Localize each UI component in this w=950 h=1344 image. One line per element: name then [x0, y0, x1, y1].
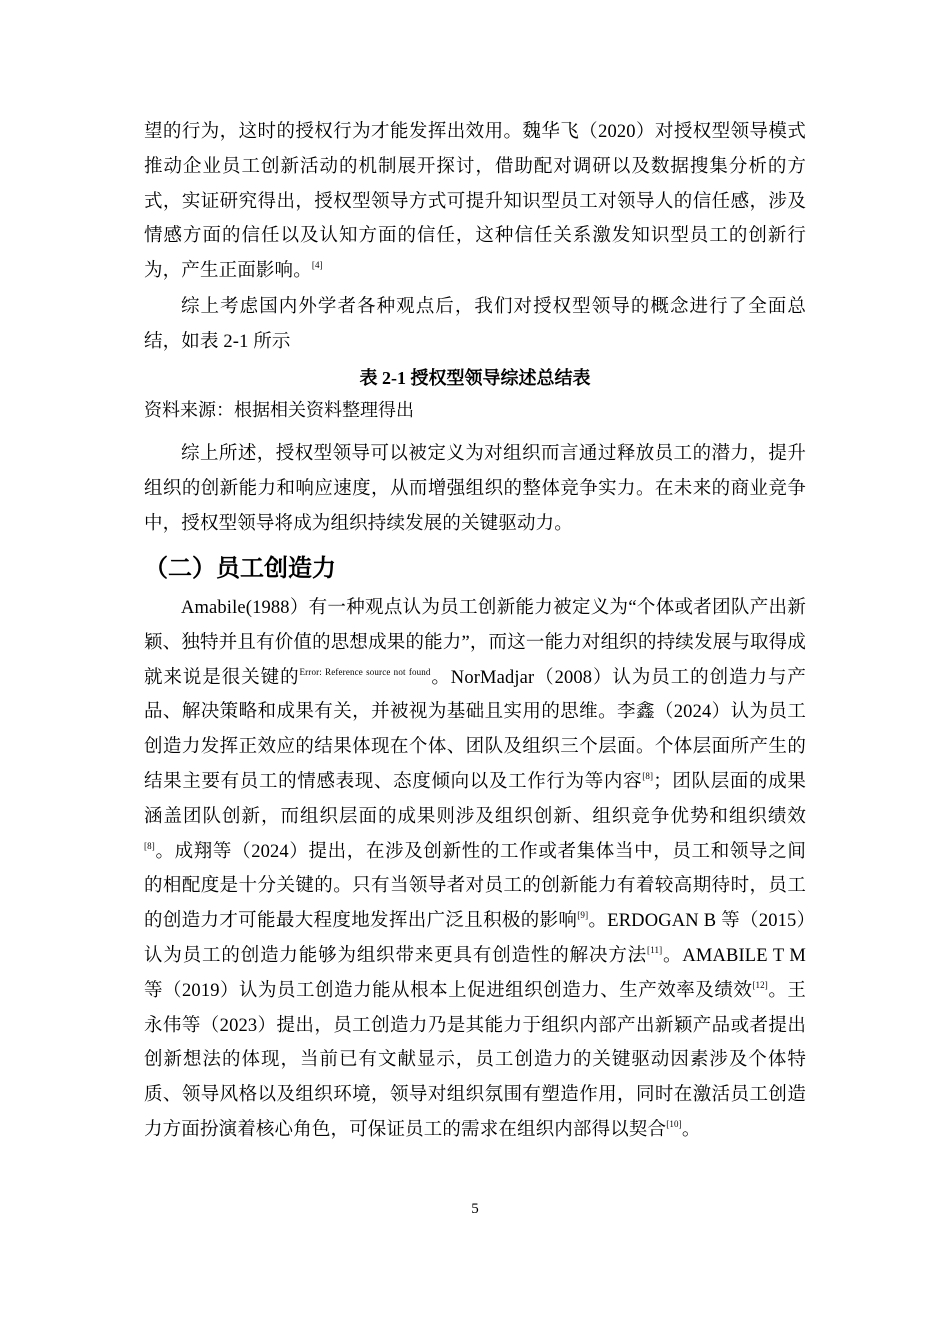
- paragraph-text: 。王永伟等（2023）提出，员工创造力乃是其能力于组织内部产出新颖产品或者提出创新想法的体现，当前已有文献显示，员工创造力的关键驱动因素涉及个体特质、领导风格以及组织环境，领导对组织氛围有塑造作用，同时在激活员工创造力方面扮演着核心角色，可保证员工的需求在组织内部得以契合: [144, 980, 806, 1140]
- paragraph-text: 。ERDOGAN B 等（2015）认为员工的创造力能够为组织带来更具有创造性的解决方法: [144, 911, 807, 966]
- paragraph-empowering-leadership-definition: [144, 437, 806, 541]
- table-source-note: 资料来源：根据相关资料整理得出: [144, 400, 414, 420]
- paragraph-employee-creativity: [144, 591, 806, 1148]
- paragraph-text: 。AMABILE T M 等（2019）认为员工创造力能从根本上促进组织创造力、生产效率及绩效: [144, 945, 807, 1001]
- citation-ref: [8]: [642, 770, 654, 781]
- citation-error: Error: Reference source not found: [299, 666, 431, 677]
- citation-ref: [8]: [144, 840, 155, 851]
- paragraph-text: 。NorMadjar（2008）认为员工的创造力与产品、解决策略和成果有关，并被视为基础且实用的思维。李鑫（2024）认为员工创造力发挥正效应的结果体现在个体、团队及组织三个层面。个体层面所产生的结果主要有员工的情感表现、态度倾向以及工作行为等内容: [144, 667, 806, 792]
- paragraph-text: 综上考虑国内外学者各种观点后，我们对授权型领导的概念进行了全面总结，如表 2-1 所示: [144, 297, 806, 352]
- paragraph-text: Amabile(1988）有一种观点认为员工创新能力被定义为“个体或者团队产出新颖、独特并且有价值的思想成果的能力”，而这一能力对组织的持续发展与取得成就来说是很关键的: [144, 598, 806, 688]
- citation-ref: [12]: [752, 979, 768, 990]
- paragraph-summary-intro: [144, 290, 806, 360]
- page-number: 5: [471, 1201, 479, 1217]
- citation-ref: [4]: [311, 260, 323, 271]
- citation-ref: [9]: [577, 910, 589, 921]
- section-heading: （二）员工创造力: [144, 554, 336, 582]
- paragraph-text: 。成翔等（2024）提出，在涉及创新性的工作或者集体当中，员工和领导之间的相配度是十分关键的。只有当领导者对员工的创新能力有着较高期待时，员工的创造力才可能最大程度地发挥出广泛且积极的影响: [144, 841, 806, 932]
- paragraph-empowering-leadership-trust: [144, 115, 806, 289]
- citation-ref: [10]: [666, 1118, 682, 1129]
- paragraph-text: 综上所述，授权型领导可以被定义为对组织而言通过释放员工的潜力，提升组织的创新能力和响应速度，从而增强组织的整体竞争实力。在未来的商业竞争中，授权型领导将成为组织持续发展的关键驱动力。: [144, 444, 806, 534]
- citation-ref: [11]: [647, 944, 663, 955]
- table-caption: 表 2-1 授权型领导综述总结表: [359, 368, 591, 388]
- paragraph-text: 。: [681, 1119, 701, 1140]
- paragraph-text: 望的行为，这时的授权行为才能发挥出效用。魏华飞（2020）对授权型领导模式推动企业员工创新活动的机制展开探讨，借助配对调研以及数据搜集分析的方式，实证研究得出，授权型领导方式可提升知识型员工对领导人的信任感，涉及情感方面的信任以及认知方面的信任，这种信任关系激发知识型员工的创新行为，产生正面影响。: [144, 122, 806, 282]
- paragraph-text: ；团队层面的成果涵盖团队创新，而组织层面的成果则涉及组织创新、组织竞争优势和组织绩效: [144, 771, 806, 827]
